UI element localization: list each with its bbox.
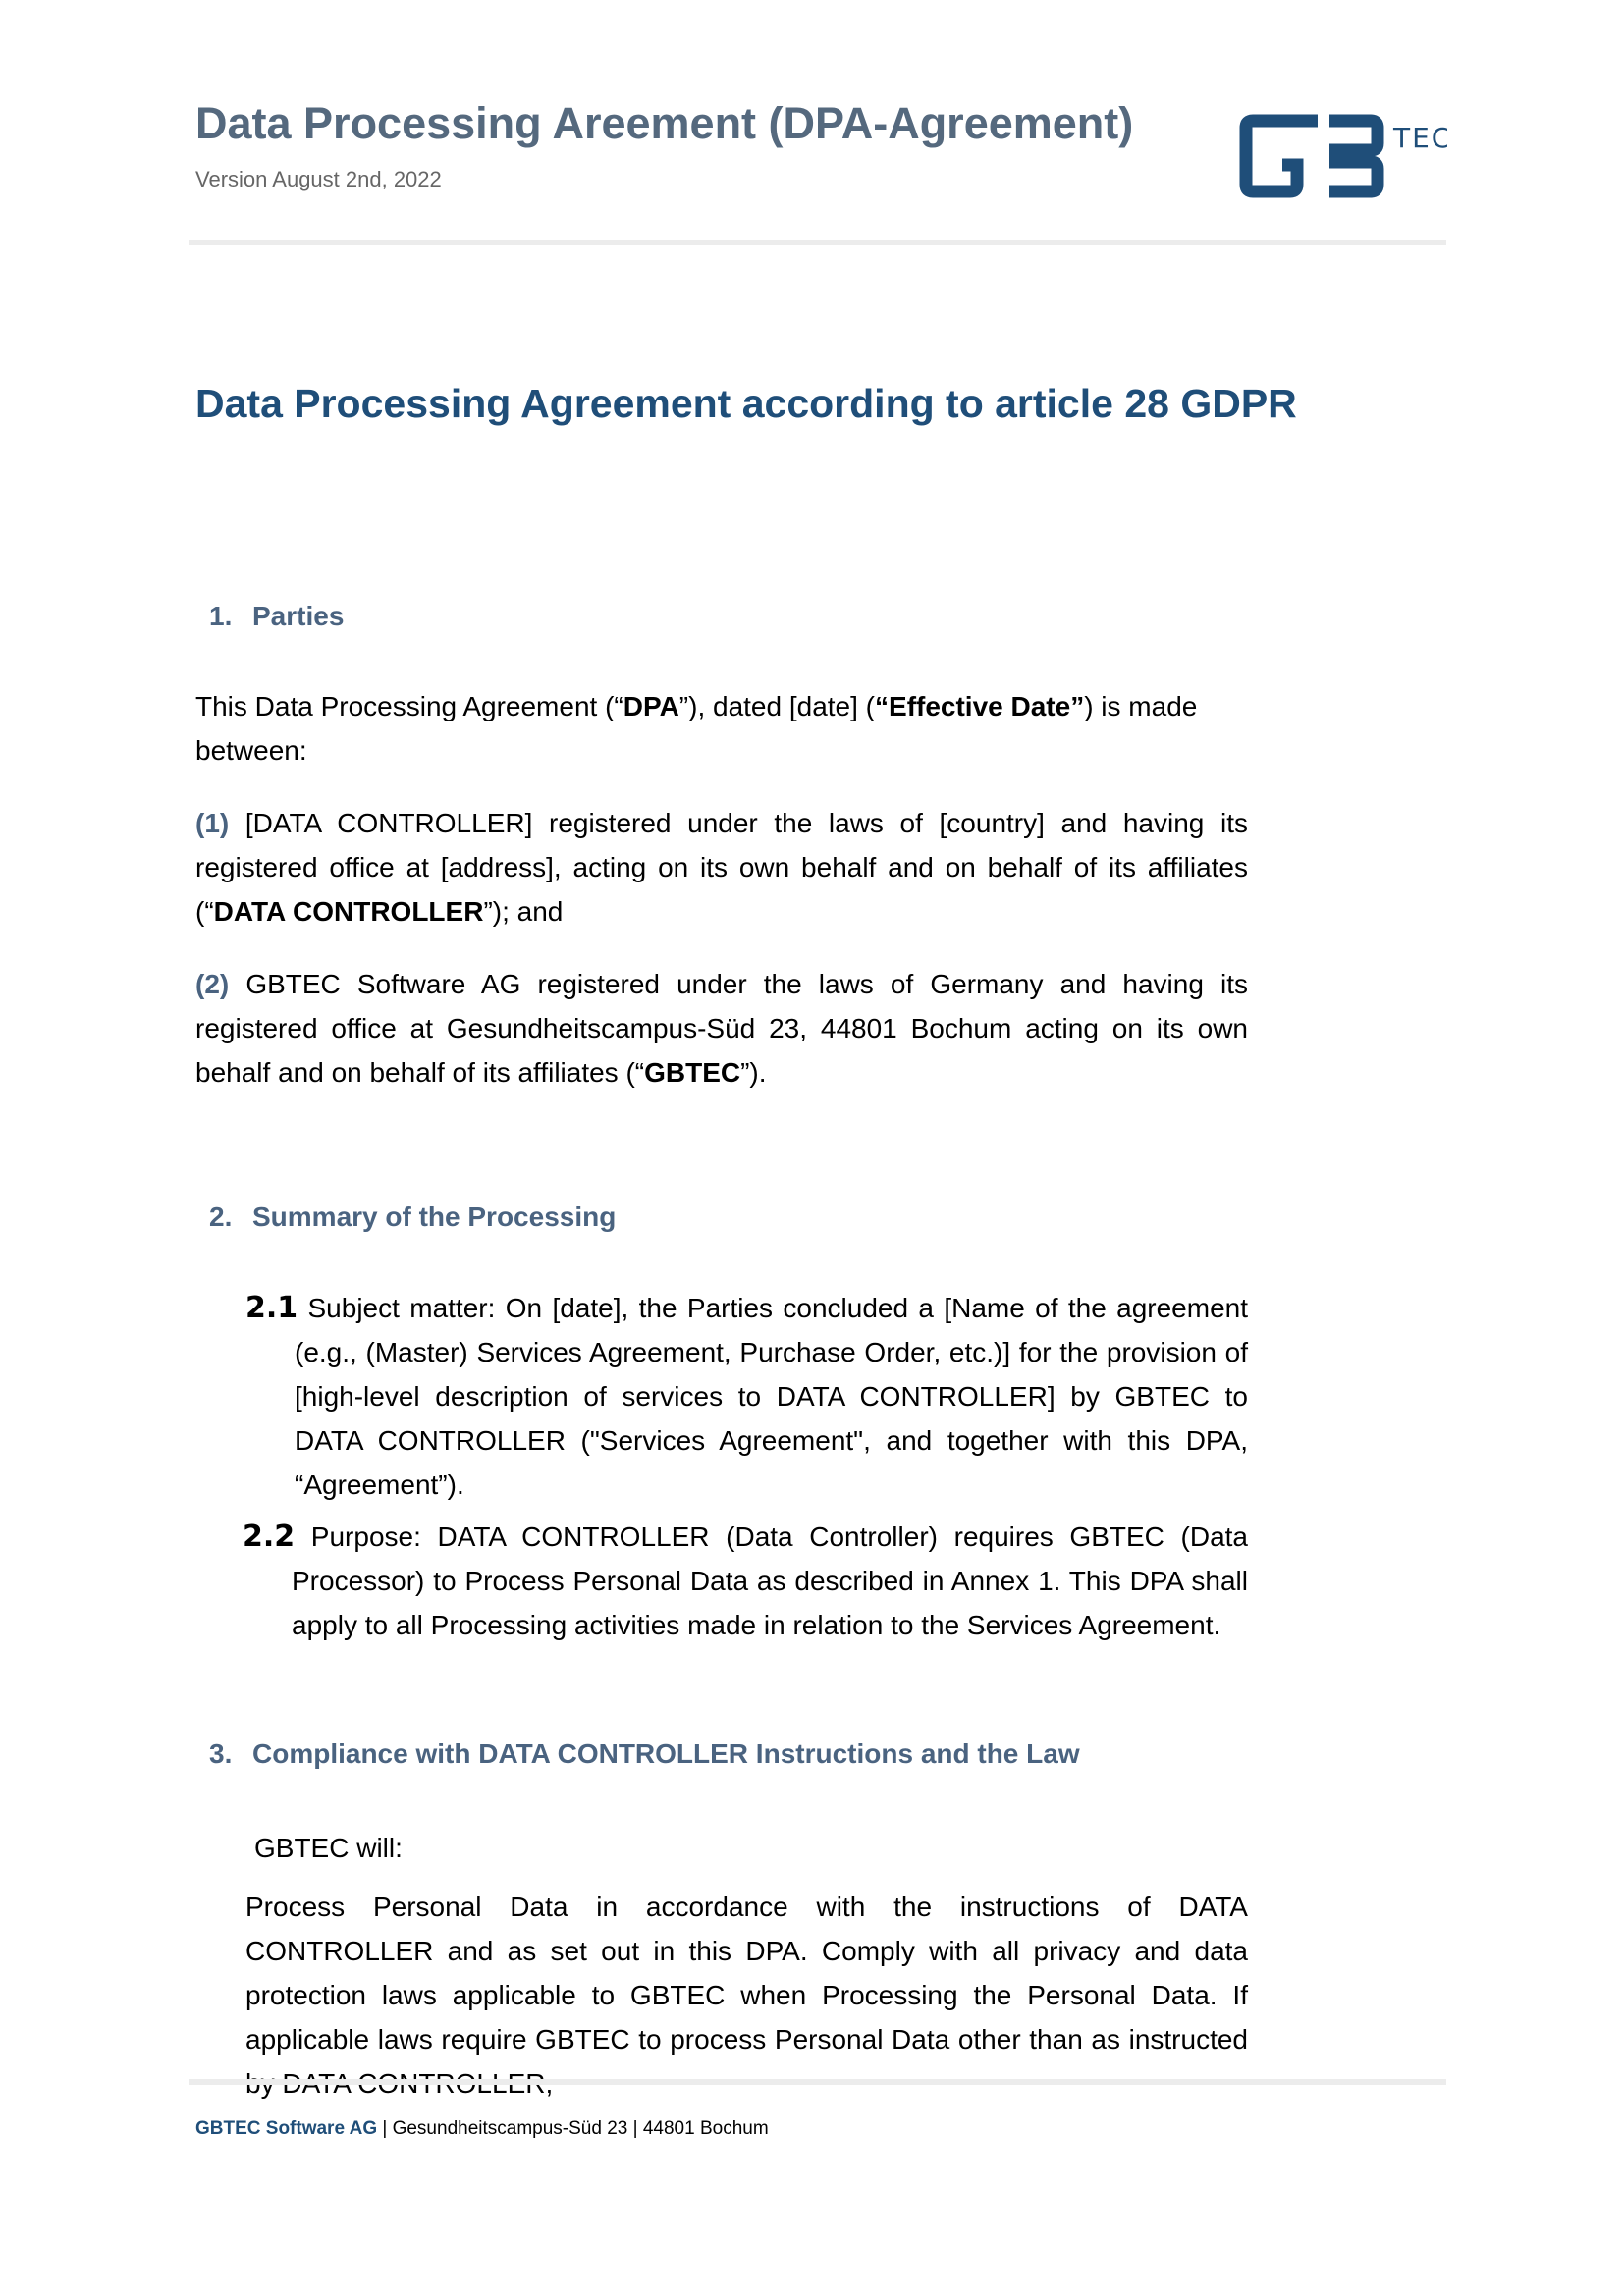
subsection-2-1-number: 2.1: [245, 1291, 298, 1325]
subsection-2-1: [245, 1286, 1248, 1507]
subsection-2-2-text: Purpose: DATA CONTROLLER (Data Controller) requires GBTEC (Data Processor) to Process Personal Data as described in Annex 1. This DPA shall apply to all Processing activities made in relation to the Services Agreement.: [292, 1522, 1248, 1640]
party-2-number: (2): [195, 969, 230, 999]
section-3-lead: GBTEC will:: [254, 1833, 403, 1863]
section-2-title: Summary of the Processing: [252, 1201, 617, 1232]
party-2-text-a: GBTEC Software AG registered under the laws of Germany and having its registered office at Gesundheitscampus-Süd 23, 44801 Bochum acting on its own behalf and on behalf of its affiliates (“: [195, 969, 1248, 1088]
section-3-title: Compliance with DATA CONTROLLER Instructions and the Law: [252, 1738, 1080, 1769]
header-divider: [189, 240, 1446, 245]
party-1-text-b: ”); and: [483, 896, 564, 927]
section-3-number: 3.: [209, 1738, 233, 1769]
logo-text: TEC: [1393, 122, 1447, 154]
section-3-heading: [209, 1738, 1080, 1770]
party-1-defined-term: DATA CONTROLLER: [213, 896, 484, 927]
subsection-2-2: [243, 1515, 1248, 1647]
section-2-heading: [209, 1201, 616, 1233]
party-1-paragraph: [195, 801, 1248, 934]
footer-divider: [189, 2079, 1446, 2085]
party-2-text-b: ”).: [740, 1057, 767, 1088]
page-footer: [195, 2118, 769, 2140]
section-2-number: 2.: [209, 1201, 233, 1232]
party-2-defined-term: GBTEC: [644, 1057, 741, 1088]
party-2-paragraph: [195, 962, 1248, 1095]
parties-intro: [195, 684, 1251, 773]
subsection-2-1-text: Subject matter: On [date], the Parties concluded a [Name of the agreement (e.g., (Master) Services Agreement, Purchase Order, etc.)] for the provision of [high-level description of services to DATA CONTROLLER] by GBTEC to DATA CONTROLLER ("Services Agreement", and together with this DPA, “Agreement”).: [295, 1293, 1248, 1500]
intro-text-c: ) is made between:: [195, 691, 1198, 766]
intro-dpa-term: DPA: [623, 691, 679, 721]
section-1-number: 1.: [209, 601, 233, 631]
footer-company: GBTEC Software AG: [195, 2118, 378, 2139]
gbtec-logo: [1239, 114, 1447, 198]
main-title: Data Processing Agreement according to article 28 GDPR: [195, 381, 1297, 426]
intro-text-a: This Data Processing Agreement (“: [195, 691, 623, 721]
intro-text-b: ”), dated [date] (: [678, 691, 876, 721]
document-version: Version August 2nd, 2022: [195, 167, 442, 191]
party-1-number: (1): [195, 808, 230, 838]
party-1-text-a: [DATA CONTROLLER] registered under the laws of [country] and having its registered office at [address], acting on its own behalf and on behalf of its affiliates (“: [195, 808, 1248, 927]
footer-address: | Gesundheitscampus-Süd 23 | 44801 Bochum: [377, 2118, 769, 2139]
document-header-title: Data Processing Areement (DPA-Agreement): [195, 98, 1134, 148]
section-1-title: Parties: [252, 601, 345, 631]
section-1-heading: [209, 601, 344, 632]
intro-effective-date-term: “Effective Date”: [875, 691, 1085, 721]
section-3-paragraph: Process Personal Data in accordance with the instructions of DATA CONTROLLER and as set out in this DPA. Comply with all privacy and data protection laws applicable to GBTEC when Processing the Personal Data. If applicable laws require GBTEC to process Personal Data other than as instructed: [245, 1892, 1248, 2055]
gbtec-logo-icon: [1239, 114, 1447, 198]
subsection-2-2-number: 2.2: [243, 1520, 296, 1554]
